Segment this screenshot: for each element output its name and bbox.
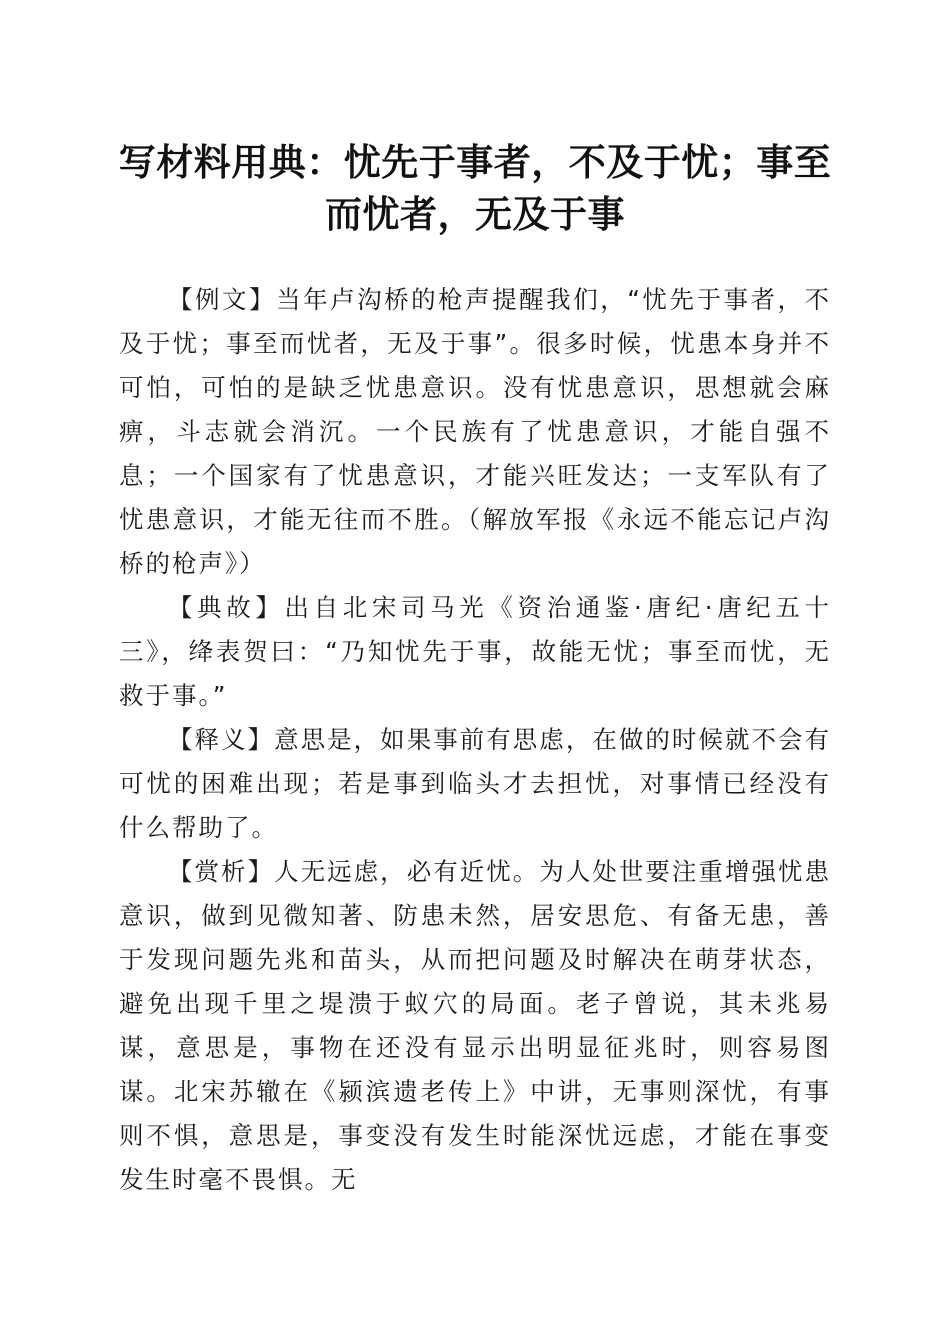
paragraph-label-example: 【例文】	[168, 285, 277, 314]
paragraph-label-meaning: 【释义】	[168, 725, 275, 754]
paragraph-label-allusion: 【典故】	[168, 593, 285, 622]
document-title: 写材料用典：忧先于事者，不及于忧；事至而忧者，无及于事	[118, 140, 832, 236]
paragraph-text-appreciation: 人无远虑，必有近忧。为人处世要注重增强忧患意识，做到见微知著、防患未然，居安思危、有备无患，善于发现问题先兆和苗头，从而把问题及时解决在萌芽状态，避免出现千里之堤溃于蚁穴的局面。老子曾说，其未兆易谋，意思是，事物在还没有显示出明显征兆时，则容易图谋。北宋苏辙在《颍滨遗老传上》中讲，无事则深忧，有事则不惧，意思是，事变没有发生时能深忧远虑，才能在事变发生时毫不畏惧。无	[119, 857, 832, 1194]
paragraph-allusion	[119, 586, 831, 718]
paragraph-meaning	[119, 718, 831, 850]
paragraph-example	[119, 278, 831, 586]
paragraph-text-example: 当年卢沟桥的枪声提醒我们，“忧先于事者，不及于忧；事至而忧者，无及于事”。很多时候，忧患本身并不可怕，可怕的是缺乏忧患意识。没有忧患意识，思想就会麻痹，斗志就会消沉。一个民族有了忧患意识，才能自强不息；一个国家有了忧患意识，才能兴旺发达；一支军队有了忧患意识，才能无往而不胜。（解放军报《永远不能忘记卢沟桥的枪声》）	[119, 285, 832, 578]
paragraph-label-appreciation: 【赏析】	[168, 857, 275, 886]
document-body	[119, 278, 831, 1202]
paragraph-appreciation	[119, 850, 831, 1202]
paragraph-text-meaning: 意思是，如果事前有思虑，在做的时候就不会有可忧的困难出现；若是事到临头才去担忧，对事情已经没有什么帮助了。	[119, 725, 832, 842]
paragraph-text-allusion: 出自北宋司马光《资治通鉴·唐纪·唐纪五十三》，绛表贺曰：“乃知忧先于事，故能无忧；事至而忧，无救于事。”	[119, 593, 832, 710]
